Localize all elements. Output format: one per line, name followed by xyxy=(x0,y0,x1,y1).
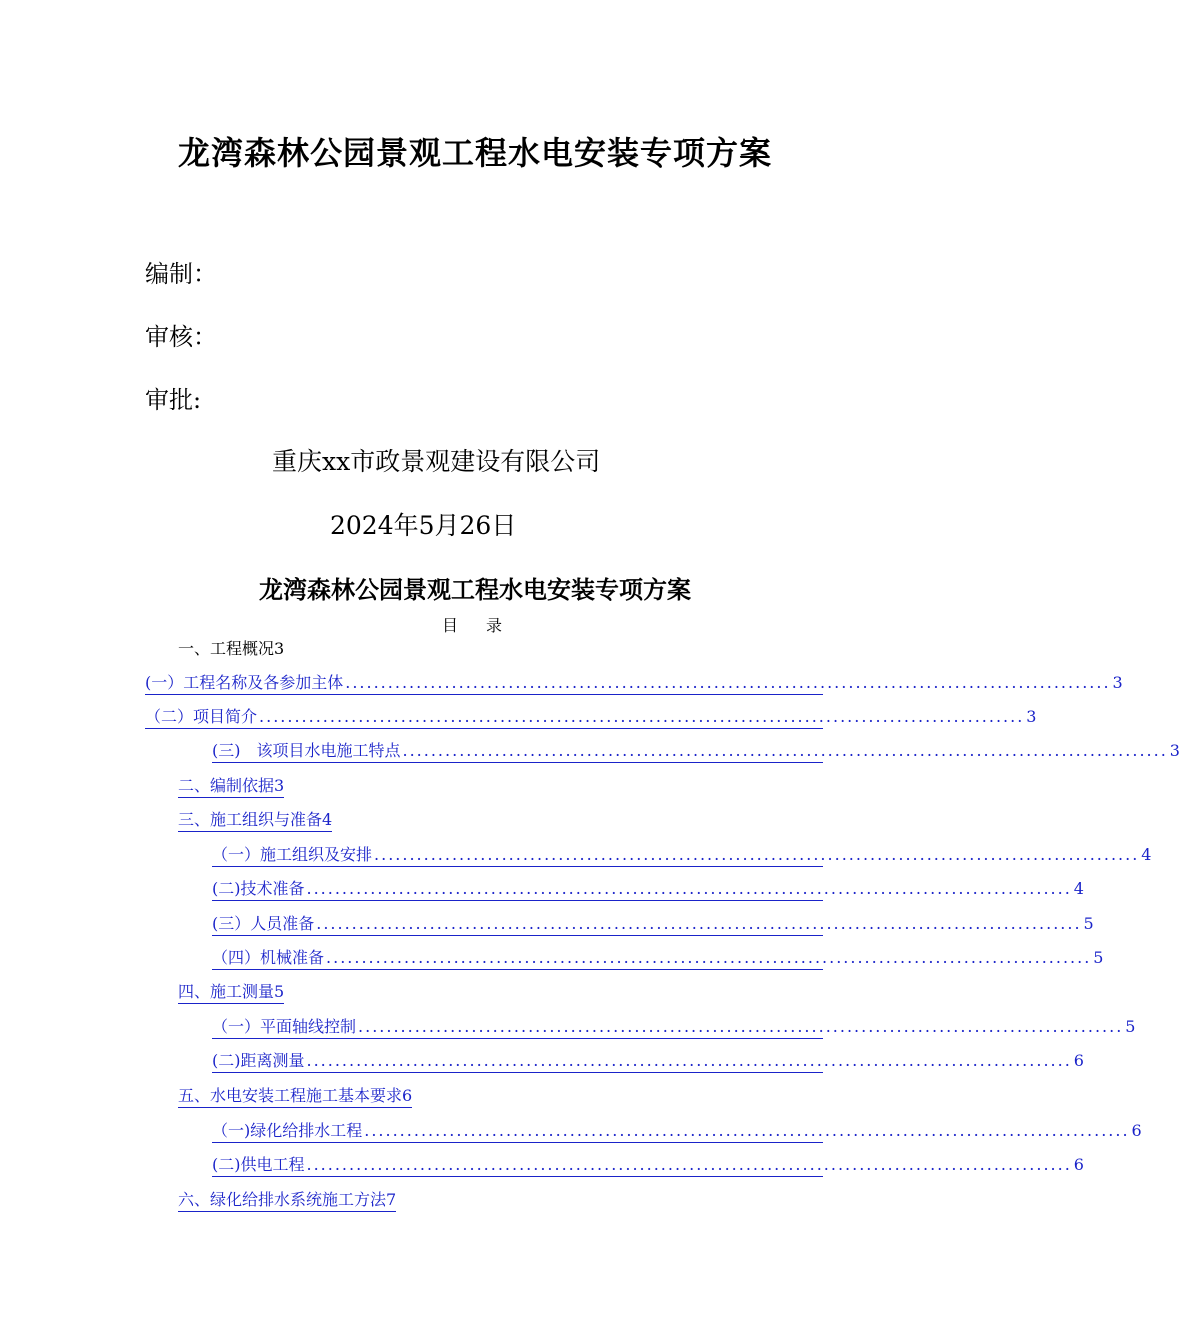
toc-entry-title: （四）机械准备 xyxy=(212,948,325,967)
toc-entry-page: 5 xyxy=(274,982,285,1001)
document-date: 2024年5月26日 xyxy=(330,511,517,540)
toc-entry-page: 5 xyxy=(1083,914,1094,933)
toc-leader-dots: ............................................................................................................ xyxy=(345,673,1111,692)
toc-entry-title: (二)距离测量 xyxy=(212,1051,305,1070)
toc-entry-link[interactable] xyxy=(212,1016,1136,1039)
toc-entry-title: (二)技术准备 xyxy=(212,879,305,898)
toc-entry-page: 3 xyxy=(274,639,285,658)
toc-leader-dots: ............................................................................................................ xyxy=(259,707,1025,726)
toc-entry-title: (二)供电工程 xyxy=(212,1155,305,1174)
toc-leader-dots: ............................................................................................................ xyxy=(402,741,1168,760)
toc-entry-page: 6 xyxy=(1131,1121,1142,1140)
toc-entry xyxy=(178,638,284,660)
toc-entry-link[interactable] xyxy=(212,1154,1084,1177)
toc-entry-link[interactable] xyxy=(145,672,1123,695)
toc-entry-title: 五、水电安装工程施工基本要求 xyxy=(178,1086,403,1105)
toc-entry-page: 5 xyxy=(1125,1017,1136,1036)
toc-entry-link[interactable] xyxy=(178,1189,396,1212)
toc-leader-dots: ............................................................................................................ xyxy=(306,879,1072,898)
toc-entry-title: （一）施工组织及安排 xyxy=(212,845,373,864)
toc-entry-link[interactable] xyxy=(178,1085,412,1108)
reviewer-label: 审核： xyxy=(145,323,217,351)
toc-entry-page: 3 xyxy=(1112,673,1123,692)
toc-entry-page: 4 xyxy=(1073,879,1084,898)
approver-label: 审批: xyxy=(145,386,202,414)
toc-entry-page: 6 xyxy=(402,1086,413,1105)
toc-leader-dots: ............................................................................................................ xyxy=(306,1051,1072,1070)
toc-entry-title: （一）平面轴线控制 xyxy=(212,1017,357,1036)
toc-entry-link[interactable] xyxy=(145,706,1037,729)
toc-leader-dots: ............................................................................................................ xyxy=(316,914,1082,933)
toc-entry-link[interactable] xyxy=(212,913,1094,936)
toc-entry-link[interactable] xyxy=(178,981,284,1004)
toc-leader-dots: ............................................................................................................ xyxy=(358,1017,1124,1036)
toc-entry-title: (三) 该项目水电施工特点 xyxy=(212,741,401,760)
company-name: 重庆xx市政景观建设有限公司 xyxy=(272,447,601,476)
toc-entry-title: (一）工程名称及各参加主体 xyxy=(145,673,344,692)
toc-entry-title: 二、编制依据 xyxy=(178,776,275,795)
toc-leader-dots: ............................................................................................................ xyxy=(306,1155,1072,1174)
toc-leader-dots: ............................................................................................................ xyxy=(374,845,1140,864)
toc-entry-title: （一)绿化给排水工程 xyxy=(212,1121,363,1140)
toc-entry-page: 3 xyxy=(274,776,285,795)
document-title: 龙湾森林公园景观工程水电安装专项方案 xyxy=(177,134,772,172)
toc-entry-page: 3 xyxy=(1169,741,1180,760)
toc-entry-page: 7 xyxy=(386,1190,397,1209)
compiler-label: 编制： xyxy=(145,260,217,288)
toc-entry-title: 四、施工测量 xyxy=(178,982,275,1001)
toc-entry-title: 三、施工组织与准备 xyxy=(178,810,323,829)
toc-entry-page: 4 xyxy=(1141,845,1152,864)
toc-entry-link[interactable] xyxy=(212,844,1152,867)
toc-entry-link[interactable] xyxy=(212,947,1104,970)
toc-entry-link[interactable] xyxy=(178,775,284,798)
toc-entry-page: 3 xyxy=(1026,707,1037,726)
toc-leader-dots: ............................................................................................................ xyxy=(326,948,1092,967)
toc-entry-title: 一、工程概况 xyxy=(178,639,275,658)
toc-heading: 目 录 xyxy=(441,616,508,635)
toc-entry-link[interactable] xyxy=(212,878,1084,901)
toc-entry-link[interactable] xyxy=(212,740,1180,763)
toc-entry-page: 6 xyxy=(1073,1051,1084,1070)
toc-entry-page: 5 xyxy=(1093,948,1104,967)
toc-entry-link[interactable] xyxy=(212,1120,1142,1143)
toc-entry-title: 六、绿化给排水系统施工方法 xyxy=(178,1190,387,1209)
toc-entry-page: 6 xyxy=(1073,1155,1084,1174)
toc-entry-link[interactable] xyxy=(212,1050,1084,1073)
toc-entry-title: (三）人员准备 xyxy=(212,914,315,933)
toc-entry-link[interactable] xyxy=(178,809,332,832)
toc-entry-page: 4 xyxy=(322,810,333,829)
toc-leader-dots: ............................................................................................................ xyxy=(364,1121,1130,1140)
toc-document-title: 龙湾森林公园景观工程水电安装专项方案 xyxy=(259,576,691,604)
toc-entry-title: （二）项目简介 xyxy=(145,707,258,726)
